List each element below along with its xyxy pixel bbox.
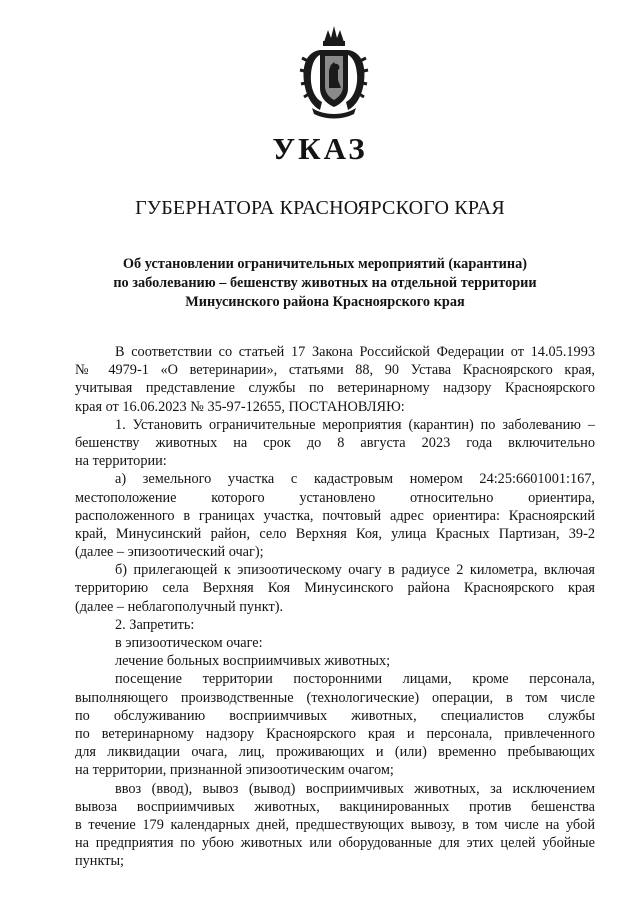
body-text-line: (далее – неблагополучный пункт). (75, 598, 284, 615)
body-text-line: территорию села Верхняя Коя Минусинского района Красноярского края (75, 580, 595, 597)
body-text-line: 1. Установить ограничительные мероприятия (карантин) по заболеванию – (115, 416, 595, 433)
body-text-line: В соответствии со статьей 17 Закона Российской Федерации от 14.05.1993 (115, 344, 595, 360)
body-text-line: в эпизоотическом очаге: (115, 635, 263, 651)
decree-title-line: по заболеванию – бешенству животных на отдельной территории (113, 275, 537, 291)
body-text-line: в течение 179 календарных дней, предшествующих вывозу, в том числе на убой (75, 816, 595, 833)
body-text-line: на территории: (75, 453, 167, 470)
body-text-line: (далее – эпизоотический очаг); (75, 544, 264, 561)
krasnoyarsk-coat-of-arms-emblem (298, 22, 370, 120)
body-text-line: 2. Запретить: (115, 616, 195, 633)
body-text-line: № 4979-1 «О ветеринарии», статьями 88, 90 Устава Красноярского края, (75, 362, 595, 379)
body-text-line: выполняющего производственные (технологические) операции, в том числе (75, 689, 595, 706)
body-text-line: на предприятия по убою животных или оборудованные для этих целей убойные (75, 835, 595, 852)
body-text-line: учитывая представление службы по ветеринарному надзору Красноярского (75, 380, 595, 397)
body-text-line: б) прилегающей к эпизоотическому очагу в радиусе 2 километра, включая (115, 562, 595, 579)
body-text-line: на территории, признанной эпизоотическим очагом; (75, 762, 394, 779)
body-text-line: края от 16.06.2023 № 35-97-12655, ПОСТАНОВЛЯЮ: (75, 398, 405, 415)
body-text-line: ввоз (ввод), вывоз (вывод) восприимчивых животных, за исключением (115, 780, 595, 797)
decree-title-line: Об установлении ограничительных мероприятий (карантина) (122, 256, 528, 272)
document-type: УКАЗ (272, 131, 368, 166)
body-text-line: бешенству животных на срок до 8 августа 2023 года включительно (75, 434, 595, 451)
body-text-line: вывоза восприимчивых животных, вакцинированных против бешенства (75, 798, 595, 815)
body-text-line: лечение больных восприимчивых животных; (115, 653, 391, 670)
decree-title-line: Минусинского района Красноярского края (185, 294, 465, 310)
body-text-line: по обслуживанию восприимчивых животных, специалистов службы (75, 707, 595, 724)
body-text-line: расположенного в границах участка, почтовый адрес ориентира: Красноярский (75, 507, 595, 524)
body-text-line: пункты; (75, 853, 125, 870)
body-text-line: посещение территории посторонними лицами, кроме персонала, (115, 671, 595, 688)
body-text-line: край, Минусинский район, село Верхняя Коя, улица Красных Партизан, 39-2 (75, 525, 595, 542)
body-text-line: по ветеринарному надзору Красноярского края и персонала, привлеченного (75, 725, 595, 742)
body-text-line: местоположение которого установлено относительно ориентира, (75, 489, 595, 506)
decree-body (75, 343, 595, 870)
decree-title (90, 255, 560, 312)
issuer-title: ГУБЕРНАТОРА КРАСНОЯРСКОГО КРАЯ (135, 197, 505, 219)
body-text-line: а) земельного участка с кадастровым номером 24:25:6601001:167, (115, 471, 595, 488)
body-text-line: для ликвидации очага, лиц, проживающих и (или) временно пребывающих (75, 744, 595, 761)
